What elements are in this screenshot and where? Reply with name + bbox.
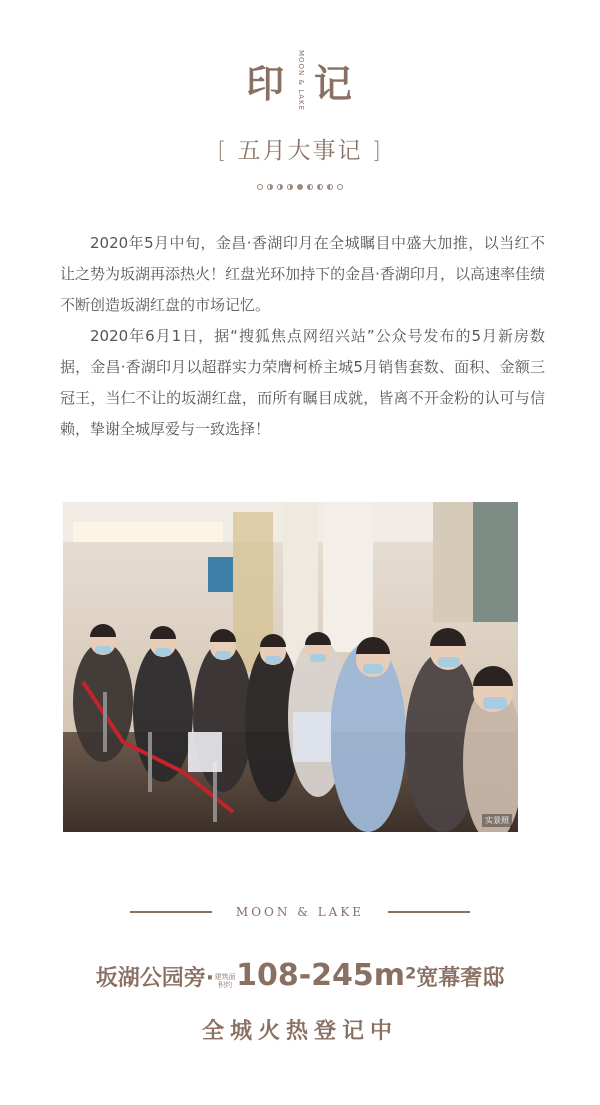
moon-icon: [317, 184, 323, 190]
close-bracket: ]: [371, 138, 383, 164]
open-bracket: [: [217, 138, 229, 164]
promo-area-label: 建筑面积约: [214, 972, 236, 989]
brand-divider: [0, 905, 600, 919]
moon-icon: [337, 184, 343, 190]
article-body: [60, 228, 545, 445]
page-header: [0, 50, 600, 111]
crowd-photo-illustration: [63, 502, 518, 832]
moon-icon: [287, 184, 293, 190]
moon-icon: [327, 184, 333, 190]
moon-icon: [307, 184, 313, 190]
paragraph-2: 2020年6月1日，据“搜狐焦点网绍兴站”公众号发布的5月新房数据，金昌·香湖印月以超群实力荣膺柯桥主城5月销售套数、面积、金额三冠王，当仁不让的坂湖红盘，而所有瞩目成就，皆离不开金粉的认可与信赖，挚谢全城厚爱与一致选择！: [60, 327, 545, 438]
section-subtitle: [0, 132, 600, 165]
promo-tail: 宽幕奢邸: [416, 966, 505, 991]
title-char-1: 印: [246, 61, 287, 107]
divider-brand: MOON & LAKE: [235, 905, 365, 919]
moon-icon: [257, 184, 263, 190]
photo-caption-badge: 实景照: [482, 814, 512, 827]
moon-icon: [267, 184, 273, 190]
vertical-brand-tag: MOON & LAKE: [296, 50, 305, 112]
divider-line-right: [388, 911, 470, 913]
call-to-action: 全城火热登记中: [201, 1019, 398, 1044]
moon-phase-decoration: [0, 184, 600, 190]
promo-area-sup: 2: [405, 963, 417, 983]
moon-icon: [297, 184, 303, 190]
subtitle-text: 五月大事记: [237, 138, 363, 164]
divider-line-left: [130, 911, 212, 913]
event-photo: [63, 502, 518, 832]
promo-lead: 坂湖公园旁·: [95, 966, 215, 991]
title-row: [0, 50, 600, 111]
promo-line: [0, 958, 600, 993]
paragraph-1: 2020年5月中旬，金昌·香湖印月在全城瞩目中盛大加推，以当红不让之势为坂湖再添热火！红盘光环加持下的金昌·香湖印月，以高速率佳绩不断创造坂湖红盘的市场记忆。: [60, 234, 545, 314]
moon-icon: [277, 184, 283, 190]
promo-area: 108-245m: [236, 958, 406, 993]
title-char-2: 记: [313, 61, 354, 107]
